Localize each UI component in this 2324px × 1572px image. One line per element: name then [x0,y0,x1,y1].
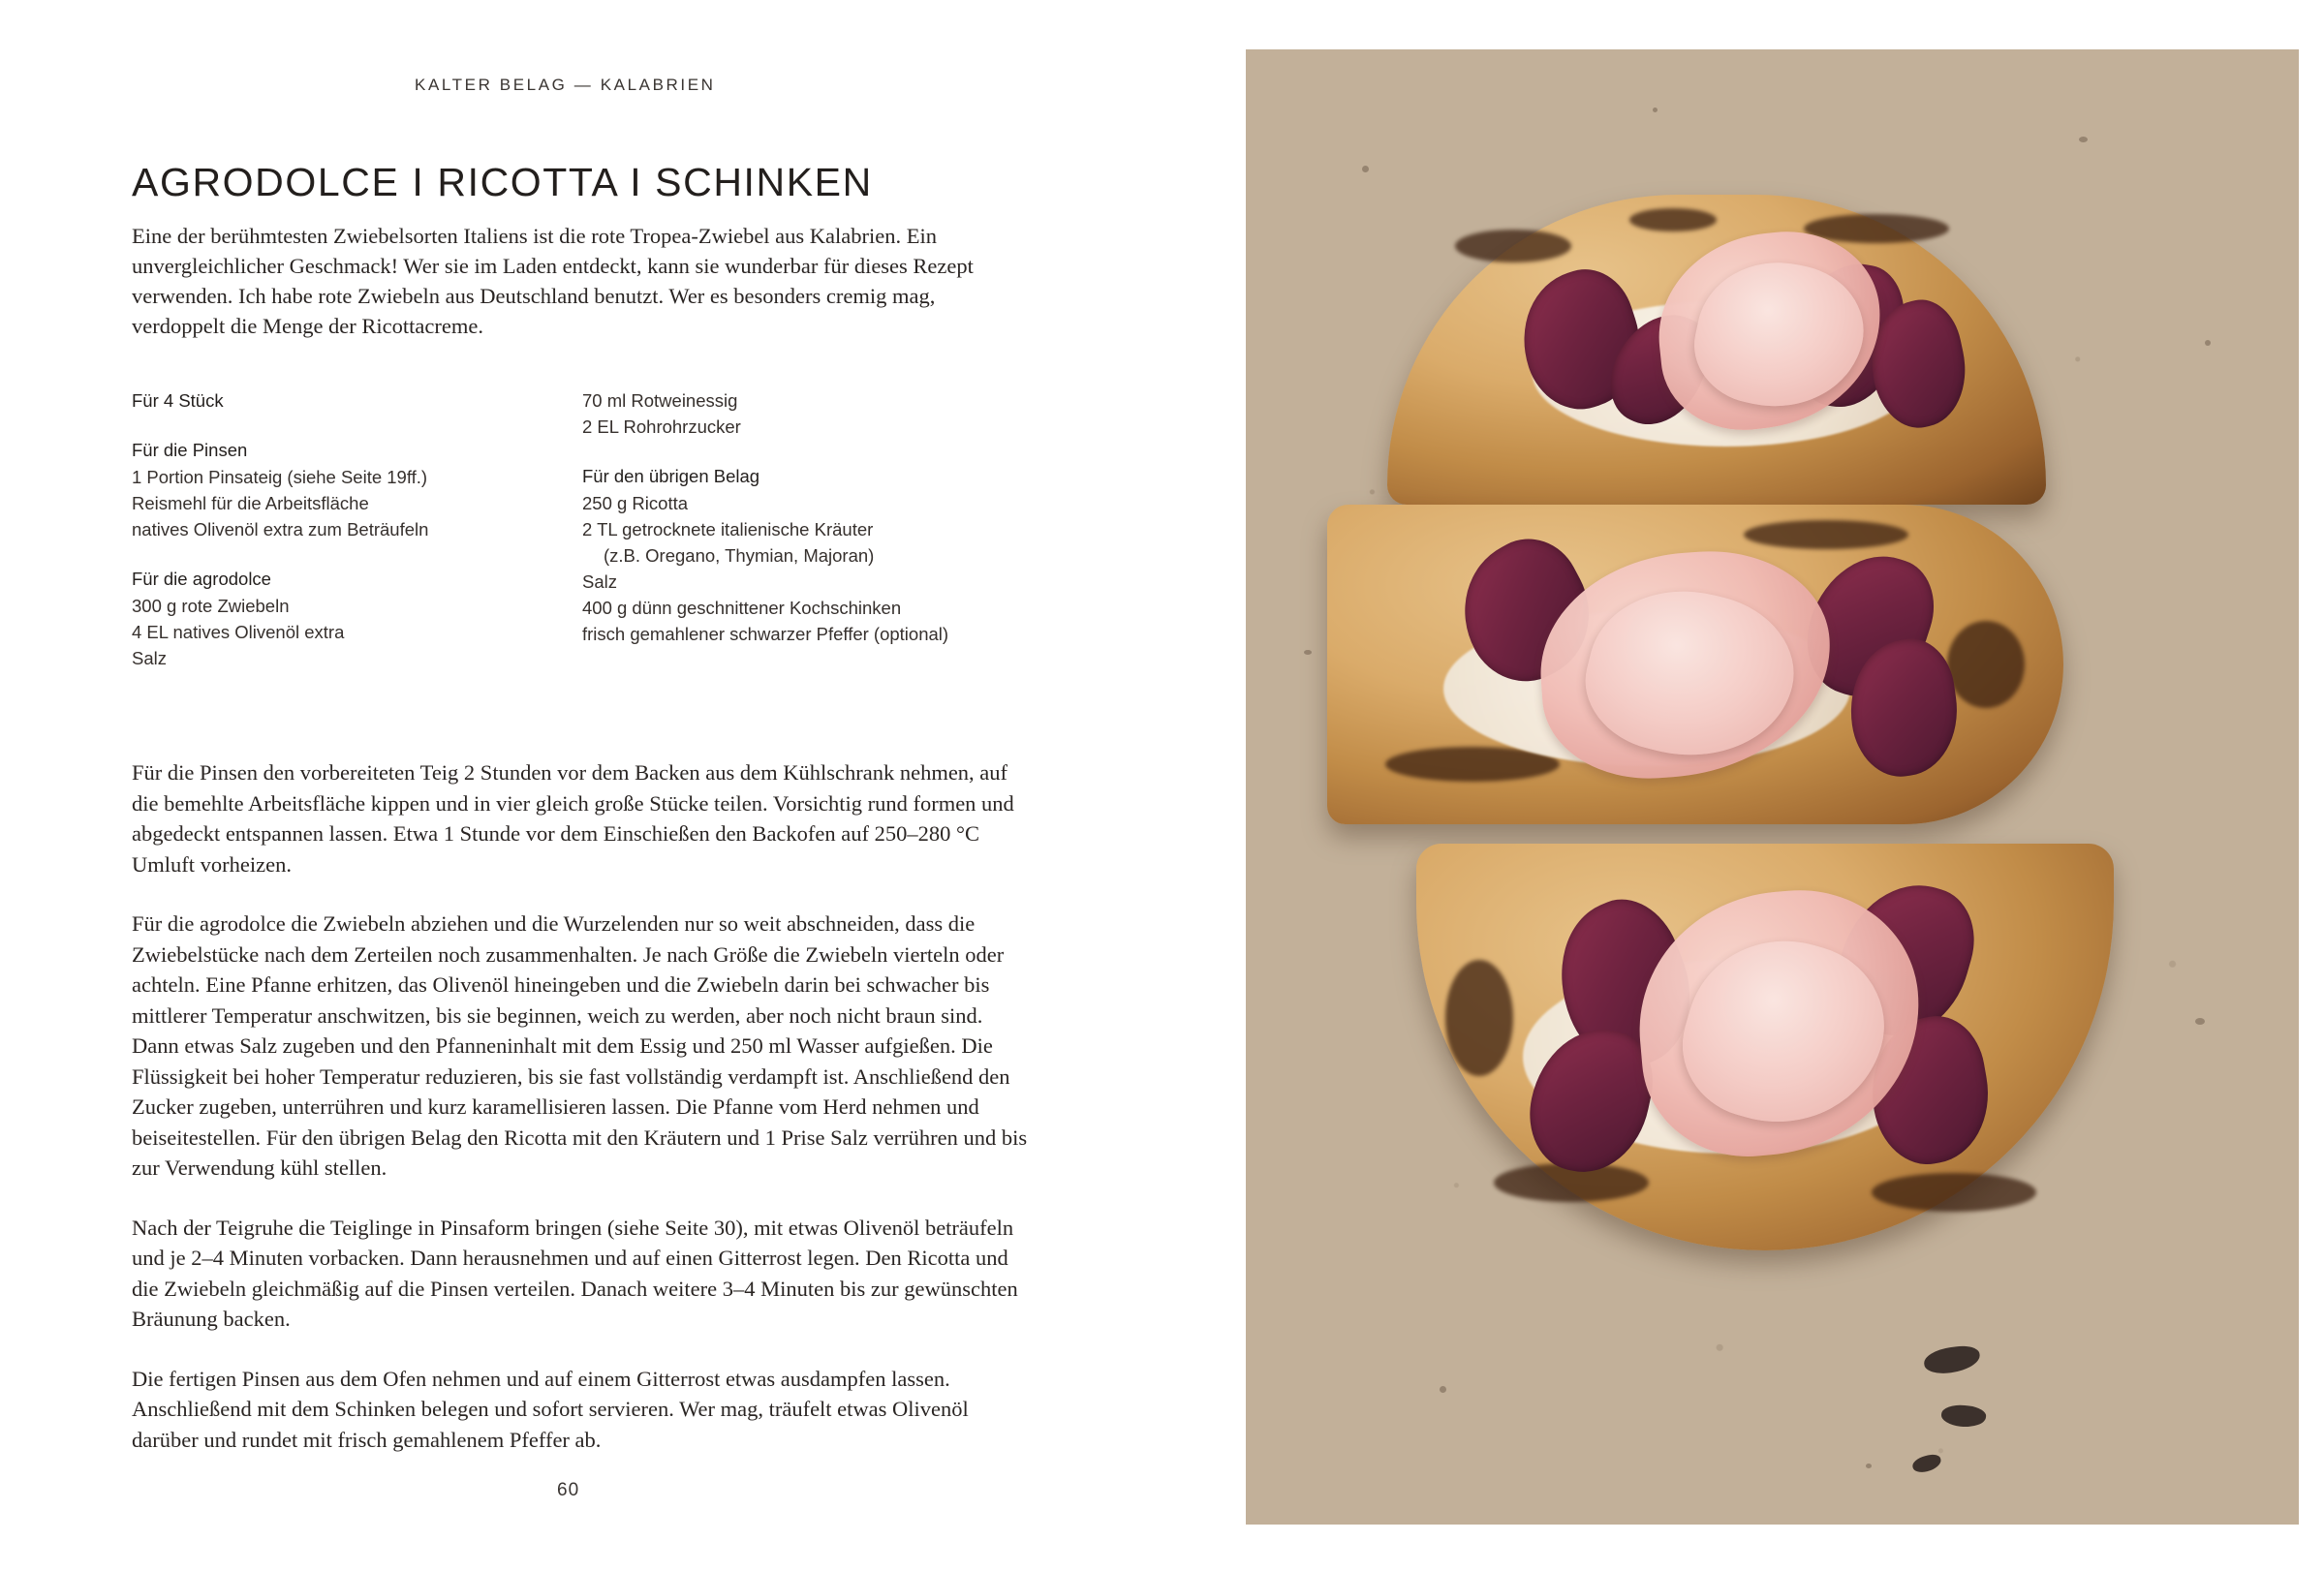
ingredient-item: 2 EL Rohrohrzucker [582,416,741,437]
tray-speck [2205,340,2211,346]
crust-char [1872,1173,2036,1212]
page-title: AGRODOLCE I RICOTTA I SCHINKEN [132,160,873,205]
crust-char [1947,621,2025,708]
crust-char [1455,230,1571,262]
crust-char [1629,208,1717,231]
ingredient-group-pinsen [132,437,582,542]
step-paragraph: Nach der Teigruhe die Teiglinge in Pinsaform bringen (siehe Seite 30), mit etwas Olivenöl beträufeln und je 2–4 Minuten vorbacken. Dann herausnehmen und auf einen Gitterrost legen. Den Ricotta und die Zwiebeln gleichmäßig auf die Pinsen verteilen. Danach weitere 3–4 Minuten bis zur gewünschten Bräunung backen. [132,1215,1018,1331]
recipe-photo [1246,49,2299,1525]
step-paragraph: Für die agrodolce die Zwiebeln abziehen und die Wurzelenden nur so weit abschneiden, dass die Zwiebelstücke nach dem Zerteilen noch zusammenhalten. Je nach Größe die Zwiebeln vierteln oder achteln. Eine Pfanne erhitzen, das Olivenöl hineingeben und die Zwiebeln darin bei schwacher bis mittlerer Temperatur anschwitzen, bis sie beginnen, weich zu werden, aber noch nicht braun sind. Dann etwas Salz zugeben und den Pfanneninhalt mit dem Essig und 250 ml Wasser aufgießen. Die Flüssigkeit bei hoher Temperatur reduzieren, bis sie fast vollständig verdampft ist. Anschließend den Zucker zugeben, unterrühren und kurz karamellisieren lassen. Die Pfanne vom Herd nehmen und beiseitestellen. Für den übrigen Belag den Ricotta mit den Kräutern und 1 Prise Salz verrühren und bis zur Verwendung kühl stellen. [132,911,1028,1180]
preparation-steps [132,757,1033,1455]
ingredient-item: frisch gemahlener schwarzer Pfeffer (optional) [582,624,949,644]
photo-page [1223,0,2324,1572]
tray-speck [1362,166,1369,172]
ingredient-item: 400 g dünn geschnittener Kochschinken [582,598,902,618]
ingredients-column-right [582,387,1033,694]
ingredients-section [132,387,1033,694]
ingredient-group-continued [582,387,1033,440]
intro-paragraph: Eine der berühmtesten Zwiebelsorten Italiens ist die rote Tropea-Zwiebel aus Kalabrien. Ein unvergleichlicher Geschmack! Wer sie im Laden entdeckt, kann sie wunderbar für dieses Rezept verwenden. Ich habe rote Zwiebeln aus Deutschland benutzt. Wer es besonders cremig mag, verdoppelt die Menge der Ricottacreme. [132,224,974,338]
ingredient-item: (z.B. Oregano, Thymian, Majoran) [604,545,875,566]
ingredient-item: Salz [582,571,617,592]
yield-block [132,387,582,414]
ingredient-item: 250 g Ricotta [582,493,689,513]
pinsa-piece-top [1387,195,2046,505]
tray-speck [1440,1386,1446,1393]
ingredient-group-heading: Für den übrigen Belag [582,466,760,486]
ingredient-group-belag [582,463,1033,647]
ingredient-item: natives Olivenöl extra zum Beträufeln [132,519,429,539]
ingredient-group-heading: Für die agrodolce [132,569,271,589]
tray-speck [2079,137,2088,142]
ingredients-column-left [132,387,582,694]
ingredient-item: 300 g rote Zwiebeln [132,596,290,616]
crust-char [1445,960,1513,1076]
ingredient-item: 1 Portion Pinsateig (siehe Seite 19ff.) [132,467,428,487]
ingredient-item: Reismehl für die Arbeitsfläche [132,493,369,513]
pinsa-piece-bottom [1416,844,2114,1250]
step-paragraph: Für die Pinsen den vorbereiteten Teig 2 Stunden vor dem Backen aus dem Kühlschrank nehmen, auf die bemehlte Arbeitsfläche kippen und in vier gleich große Stücke teilen. Vorsichtig rund formen und abgedeckt entspannen lassen. Etwa 1 Stunde vor dem Einschießen den Backofen auf 250–280 °C Umluft vorheizen. [132,760,1014,877]
ingredient-item: 2 TL getrocknete italienische Kräuter [582,519,874,539]
tray-speck [1653,108,1658,112]
yield-label: Für 4 Stück [132,390,224,411]
ingredient-group-heading: Für die Pinsen [132,440,248,460]
tray-speck [2195,1018,2205,1025]
step-paragraph: Die fertigen Pinsen aus dem Ofen nehmen und auf einem Gitterrost etwas ausdampfen lassen. Anschließend mit dem Schinken belegen und sofort servieren. Wer mag, träufelt etwas Olivenöl darüber und rundet mit frisch gemahlenem Pfeffer ab. [132,1366,969,1452]
ingredient-group-agrodolce [132,566,582,671]
ingredient-item: 70 ml Rotweinessig [582,390,738,411]
tray-speck [1304,650,1312,655]
ingredient-item: 4 EL natives Olivenöl extra [132,622,345,642]
ingredient-item: Salz [132,648,167,668]
tray-speck [1866,1464,1872,1468]
crust-char [1744,520,1908,549]
pinsa-piece-middle [1327,505,2063,824]
chapter-kicker: KALTER BELAG — KALABRIEN [415,76,716,94]
page-number: 60 [557,1480,580,1500]
